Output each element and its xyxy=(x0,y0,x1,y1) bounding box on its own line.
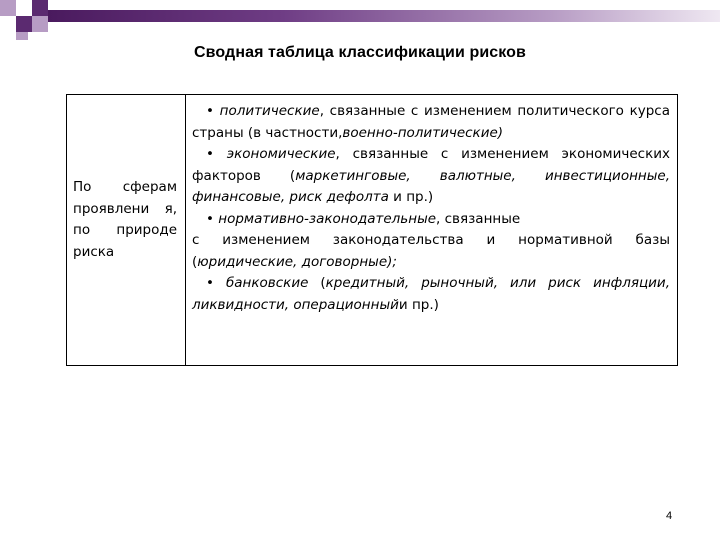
bullet-political-text: , связанные с изменением политического курса страны (в частности, xyxy=(192,103,670,141)
table-right-cell xyxy=(192,101,670,316)
bullet-marker: • xyxy=(206,275,214,291)
table-left-cell: По сферам проявлени я, по природе риска xyxy=(73,179,177,260)
table-divider xyxy=(185,95,186,365)
deco-square xyxy=(16,0,32,16)
bullet-legal-text: , связанные xyxy=(436,210,521,227)
deco-square xyxy=(16,16,32,32)
deco-square xyxy=(0,0,16,16)
bullet-legal-line2: с изменением законодательства и нормативной базы ( xyxy=(192,232,670,270)
header-gradient-band xyxy=(48,10,720,22)
bullet-banking xyxy=(192,273,670,316)
bullet-political-subtype: военно-политические) xyxy=(342,124,504,141)
bullet-economic xyxy=(192,144,670,209)
bullet-legal-subtypes: юридические, договорные); xyxy=(197,253,397,270)
bullet-legal-term: нормативно-законодательные xyxy=(218,210,437,227)
bullet-legal xyxy=(192,209,670,274)
deco-square xyxy=(16,32,28,40)
page-title: Сводная таблица классификации рисков xyxy=(194,44,526,61)
bullet-marker: • xyxy=(206,103,214,119)
deco-square xyxy=(32,16,48,32)
bullet-marker: • xyxy=(206,210,214,227)
bullet-banking-text: ( xyxy=(308,275,326,291)
bullet-banking-term: банковские xyxy=(225,275,309,291)
bullet-economic-subtypes: маркетинговые, валютные, инвестиционные, финансовые, риск дефолта xyxy=(192,167,670,205)
classification-table xyxy=(66,94,678,366)
bullet-economic-tail: и пр.) xyxy=(388,189,434,205)
bullet-political xyxy=(192,101,670,144)
bullet-economic-text: , связанные с изменением экономических факторов ( xyxy=(192,146,670,184)
bullet-banking-subtypes: кредитный, рыночный, или риск инфляции, ликвидности, операционный xyxy=(192,275,670,313)
deco-square xyxy=(32,0,48,16)
page-number: 4 xyxy=(666,510,673,522)
bullet-political-term: политические xyxy=(219,103,320,119)
bullet-banking-tail: и пр.) xyxy=(398,296,439,313)
bullet-economic-term: экономические xyxy=(226,146,336,162)
bullet-marker: • xyxy=(206,146,214,162)
header-decoration xyxy=(0,0,720,40)
deco-square xyxy=(0,16,16,32)
